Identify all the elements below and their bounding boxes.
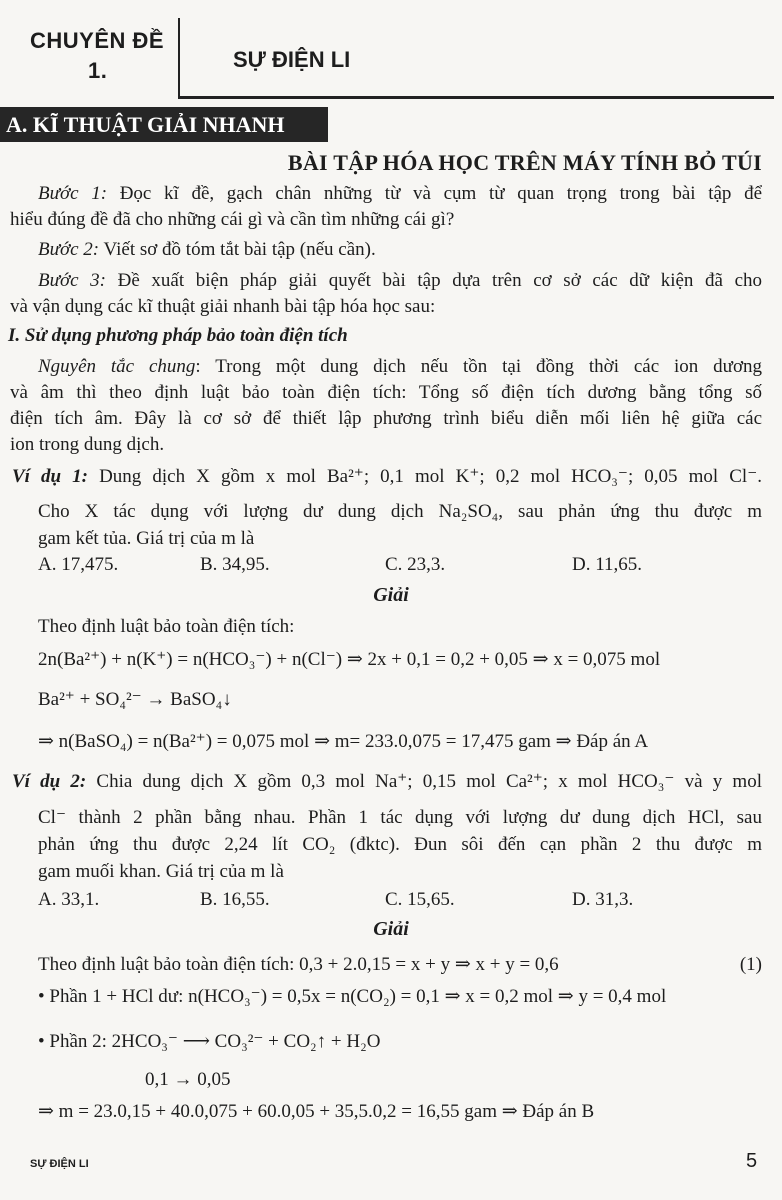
step2-label: Bước 2: (38, 239, 100, 260)
page-header (0, 0, 782, 100)
topic-title: SỰ ĐIỆN LI (233, 47, 351, 72)
example2-line-1 (12, 770, 762, 794)
example1-option-b: B. 34,95. (200, 554, 270, 575)
example1-option-a: A. 17,475. (38, 554, 119, 575)
example1-solution-4: ⇒ n(BaSO₄) = n(Ba²⁺) = 0,075 mol ⇒ m= 233.0,075 = 17,475 gam ⇒ Đáp án A (38, 731, 649, 752)
example2-option-a: A. 33,1. (38, 889, 100, 910)
example2-solution-4: 0,1 → 0,05 (145, 1069, 231, 1090)
step1-label: Bước 1: (38, 183, 108, 204)
example2-solution-1 (38, 953, 762, 977)
example2-text-1: Chia dung dịch X gồm 0,3 mol Na⁺; 0,15 mol Ca²⁺; x mol HCO₃⁻ và y mol (96, 771, 762, 792)
chapter-title: CHUYÊN ĐỀ (30, 28, 165, 53)
example1-text-1: Dung dịch X gồm x mol Ba²⁺; 0,1 mol K⁺; 0,2 mol HCO₃⁻; 0,05 mol Cl⁻. (99, 466, 762, 487)
section-subtitle: BÀI TẬP HÓA HỌC TRÊN MÁY TÍNH BỎ TÚI (287, 150, 762, 175)
principle-line-1 (38, 355, 762, 379)
example1-line-2: Cho X tác dụng với lượng dư dung dịch Na₂SO₄, sau phản ứng thu được m (38, 501, 762, 522)
step1-line-2: hiểu đúng đề đã cho những cái gì và cần tìm những cái gì? (10, 209, 455, 230)
principle-text-a: : Trong một dung dịch nếu tồn tại đồng thời các ion dương (195, 356, 763, 377)
principle-line-4: ion trong dung dịch. (10, 434, 165, 455)
example1-solution-label: Giải (373, 584, 409, 606)
example2-solution-2: • Phần 1 + HCl dư: n(HCO₃⁻) = 0,5x = n(CO₂) = 0,1 ⇒ x = 0,2 mol ⇒ y = 0,4 mol (38, 986, 667, 1007)
step1-text-a: Đọc kĩ đề, gạch chân những từ và cụm từ quan trọng trong bài tập để (119, 183, 763, 204)
example1-option-d: D. 11,65. (572, 554, 643, 575)
example1-solution-3: Ba²⁺ + SO₄²⁻ → BaSO₄↓ (38, 689, 232, 710)
example2-line-3: phản ứng thu được 2,24 lít CO₂ (đktc). Đun sôi đến cạn phần 2 thu được m (38, 834, 762, 855)
example2-option-c: C. 15,65. (385, 889, 455, 910)
method-heading-text: I. Sử dụng phương pháp bảo toàn điện tích (8, 325, 348, 346)
step2-line (38, 238, 762, 262)
section-heading: A. KĨ THUẬT GIẢI NHANH (0, 107, 328, 142)
example1-line-1 (12, 465, 762, 489)
example2-option-b: B. 16,55. (200, 889, 270, 910)
example1-line-3: gam kết tủa. Giá trị của m là (38, 528, 255, 549)
example2-solution-label: Giải (373, 918, 409, 940)
method-heading (8, 324, 762, 348)
example2-label: Ví dụ 2: (12, 771, 87, 792)
example2-line-2: Cl⁻ thành 2 phần bằng nhau. Phần 1 tác dụng với lượng dư dung dịch HCl, sau (38, 807, 762, 828)
example2-line-4: gam muối khan. Giá trị của m là (38, 861, 284, 882)
example1-solution-1: Theo định luật bảo toàn điện tích: (38, 616, 295, 637)
page-number: 5 (746, 1150, 758, 1172)
principle-line-2: và âm thì theo định luật bảo toàn điện tích: Tổng số điện tích dương bằng tổng số (10, 382, 762, 403)
example2-solution-1-text: Theo định luật bảo toàn điện tích: 0,3 + 2.0,15 = x + y ⇒ x + y = 0,6 (38, 954, 559, 975)
chapter-label (30, 26, 164, 86)
example1-option-c: C. 23,3. (385, 554, 446, 575)
example2-solution-3: • Phần 2: 2HCO₃⁻ ⟶ CO₃²⁻ + CO₂↑ + H₂O (38, 1031, 381, 1052)
chapter-number: 1. (88, 58, 108, 83)
step3-line-2: và vận dụng các kĩ thuật giải nhanh bài tập hóa học sau: (10, 296, 436, 317)
header-divider-horizontal (178, 96, 774, 99)
step2-text: Viết sơ đồ tóm tắt bài tập (nếu cần). (103, 239, 376, 260)
step1-line-1 (38, 182, 762, 206)
example2-solution-5: ⇒ m = 23.0,15 + 40.0,075 + 60.0,05 + 35,5.0,2 = 16,55 gam ⇒ Đáp án B (38, 1101, 595, 1122)
step3-text-a: Đề xuất biện pháp giải quyết bài tập dựa trên cơ sở các dữ kiện đã cho (117, 270, 763, 291)
example1-solution-2: 2n(Ba²⁺) + n(K⁺) = n(HCO₃⁻) + n(Cl⁻) ⇒ 2x + 0,1 = 0,2 + 0,05 ⇒ x = 0,075 mol (38, 649, 661, 670)
header-divider-vertical (178, 18, 180, 97)
example1-label: Ví dụ 1: (12, 466, 88, 487)
step3-label: Bước 3: (38, 270, 106, 291)
step3-line-1 (38, 269, 762, 293)
footer-topic: SỰ ĐIỆN LI (30, 1158, 89, 1170)
principle-line-3: điện tích âm. Đây là cơ sở để thiết lập phương trình biểu diễn mối liên hệ giữa các (10, 408, 762, 429)
principle-label: Nguyên tắc chung (38, 356, 196, 377)
example2-option-d: D. 31,3. (572, 889, 634, 910)
equation-tag: (1) (739, 954, 762, 975)
